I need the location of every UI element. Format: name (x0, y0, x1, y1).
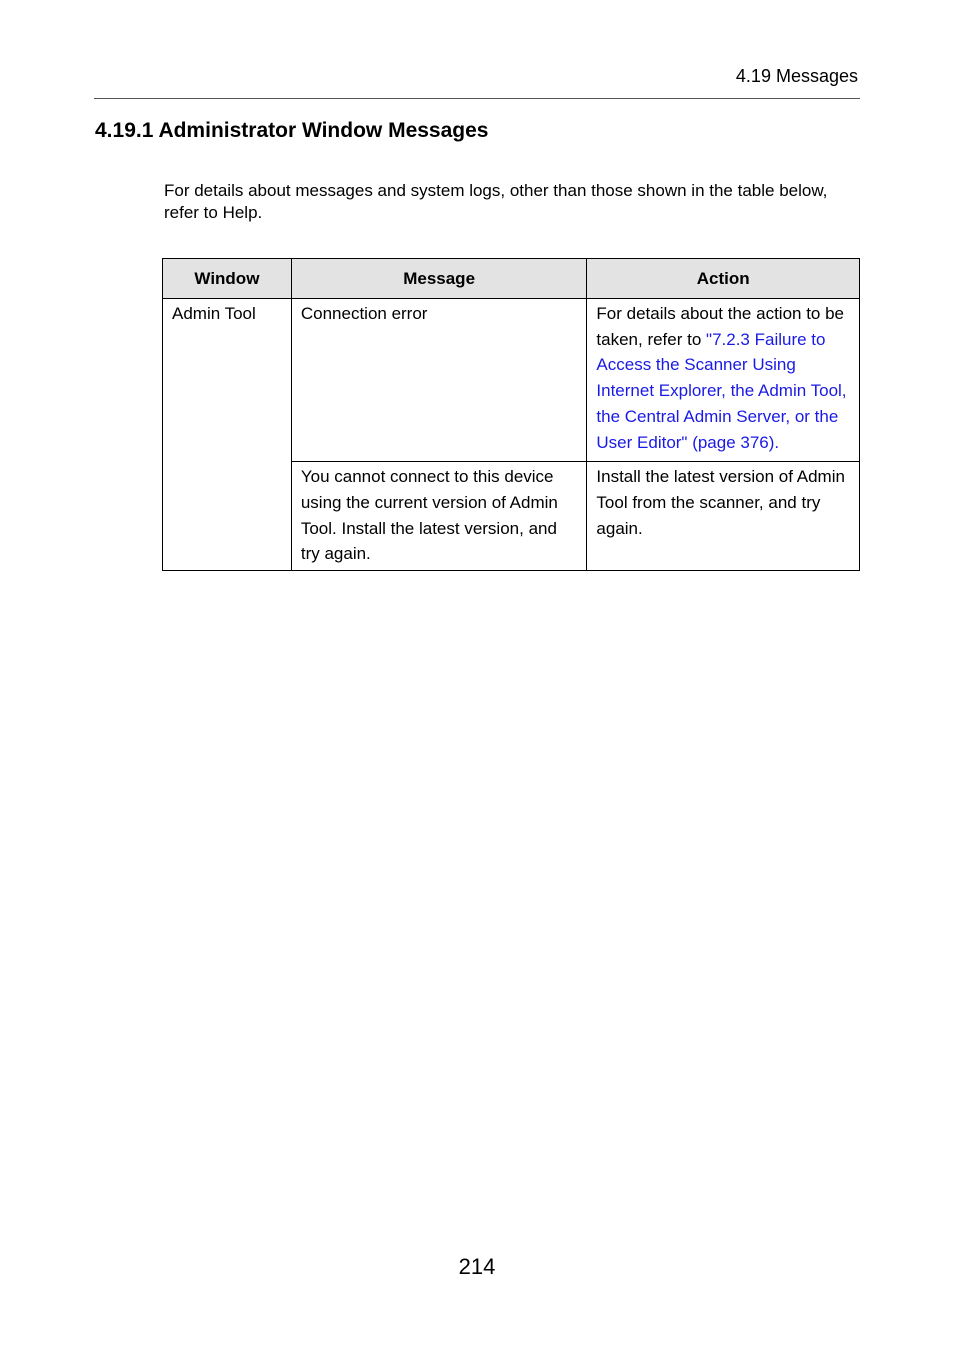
action-text: For details about the action to be taken, refer to (596, 304, 845, 349)
window-cell (163, 299, 292, 571)
table-row (163, 299, 860, 462)
action-text: Install the latest version of Admin Tool from the scanner, and try again. (596, 467, 845, 538)
window-name: Admin Tool (172, 304, 256, 323)
message-text: Connection error (300, 304, 428, 323)
column-header-action: Action (587, 259, 860, 299)
cross-reference-link[interactable]: "7.2.3 Failure to Access the Scanner Using Internet Explorer, the Admin Tool, the Central Admin Server, or the User Editor" (page 376) (596, 329, 847, 452)
message-cell (291, 299, 587, 462)
action-cell (587, 462, 860, 571)
header-rule (94, 98, 860, 99)
message-cell (291, 462, 587, 571)
action-cell (587, 299, 860, 462)
page-number: 214 (458, 1254, 496, 1279)
column-header-window: Window (163, 259, 292, 299)
section-title: 4.19.1 Administrator Window Messages (95, 119, 489, 142)
message-text: You cannot connect to this device using the current version of Admin Tool. Install the latest version, and try again. (300, 467, 558, 564)
messages-table (162, 258, 860, 571)
intro-paragraph: For details about messages and system logs, other than those shown in the table below, refer to Help. (164, 181, 828, 222)
action-suffix: . (774, 432, 780, 452)
column-header-message: Message (291, 259, 587, 299)
table-header-row (163, 259, 860, 299)
running-header: 4.19 Messages (735, 66, 858, 86)
